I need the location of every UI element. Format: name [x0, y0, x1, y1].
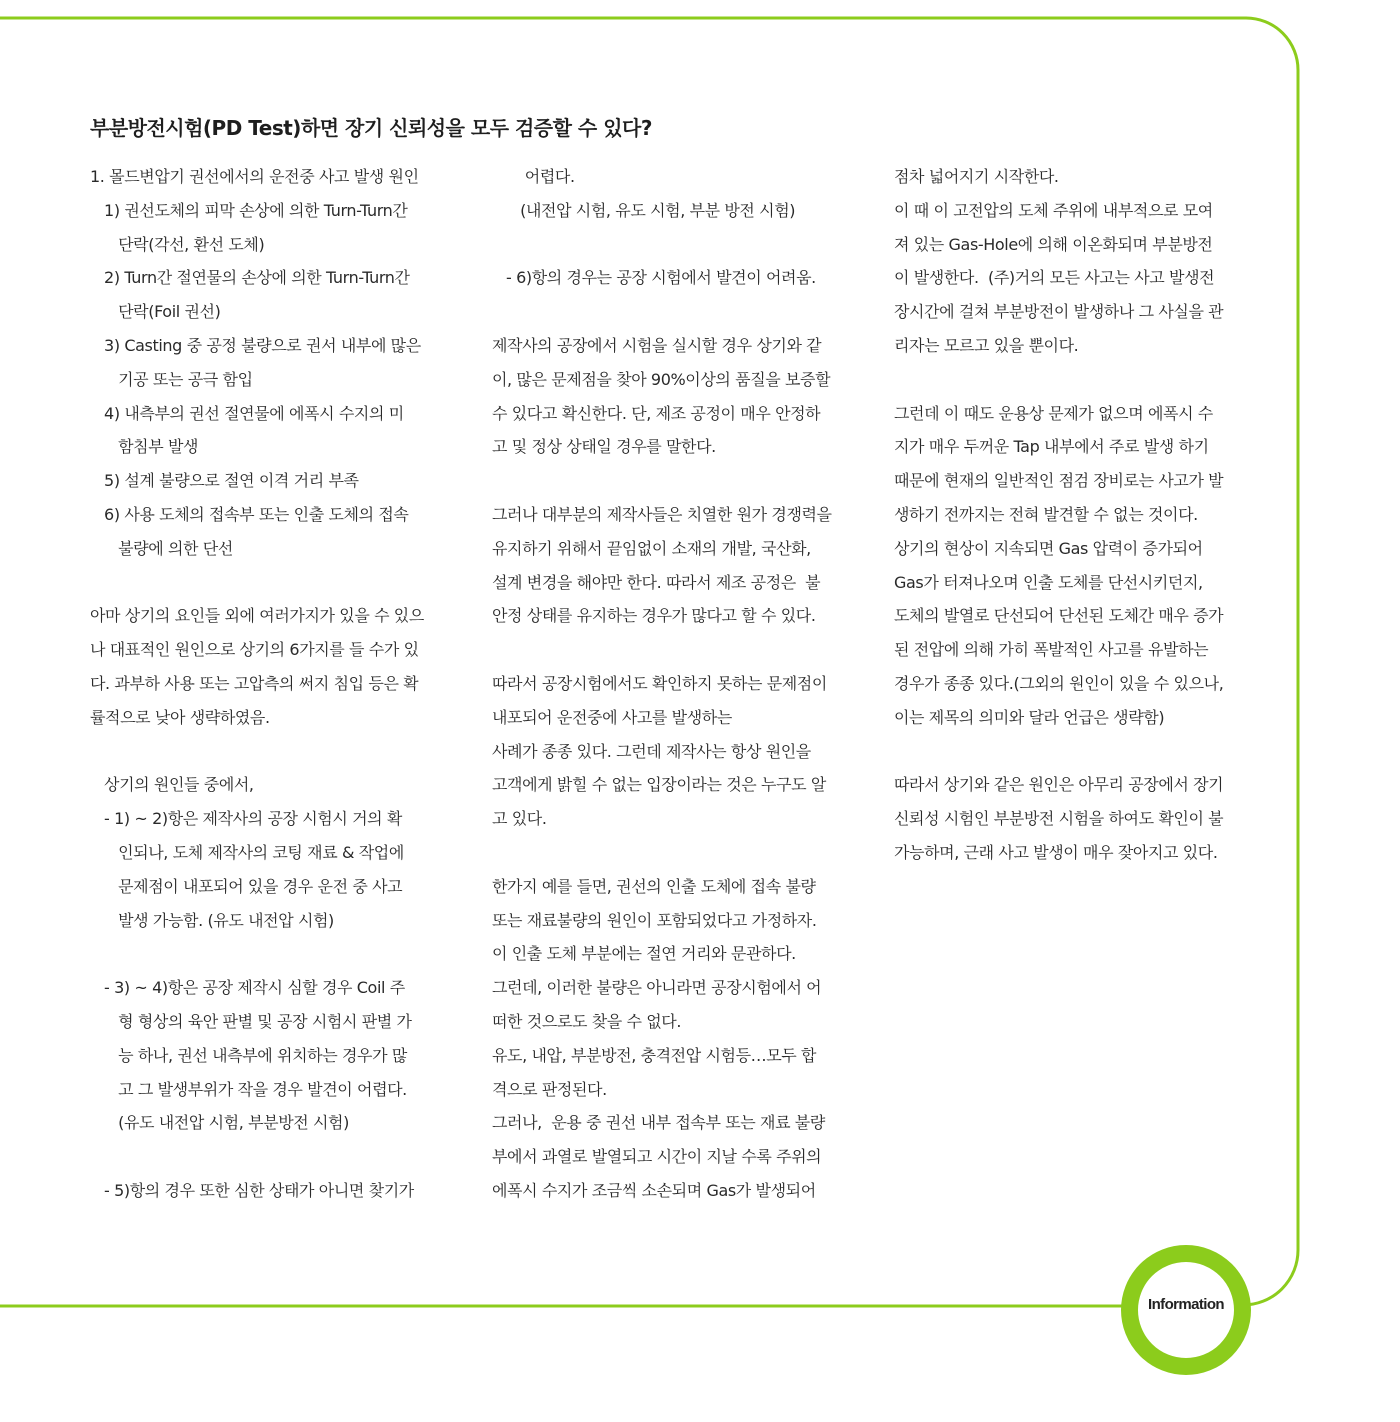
text-line: 에폭시 수지가 조금씩 소손되며 Gas가 발생되어 — [492, 1180, 816, 1200]
text-line: 기공 또는 공극 함입 — [90, 369, 253, 389]
text-line: 5) 설계 불량으로 절연 이격 거리 부족 — [90, 471, 359, 491]
text-line: 떠한 것으로도 찾을 수 없다. — [492, 1011, 682, 1031]
text-line: 함침부 발생 — [90, 437, 199, 457]
text-line: 때문에 현재의 일반적인 점검 장비로는 사고가 발 — [894, 471, 1224, 491]
text-line: 유지하기 위해서 끝임없이 소재의 개발, 국산화, — [492, 538, 811, 558]
text-line: 4) 내측부의 권선 절연물에 에폭시 수지의 미 — [90, 403, 404, 423]
text-line: 불량에 의한 단선 — [90, 538, 233, 558]
text-line — [90, 1140, 466, 1174]
text-line: - 3) ~ 4)항은 공장 제작시 심할 경우 Coil 주 — [90, 978, 405, 998]
text-line: 설계 변경을 해야만 한다. 따라서 제조 공정은 불 — [492, 572, 821, 592]
text-line: 6) 사용 도체의 접속부 또는 인출 도체의 접속 — [90, 504, 409, 524]
text-line: - 1) ~ 2)항은 제작사의 공장 시험시 거의 확 — [90, 809, 402, 829]
text-line: 또는 재료불량의 원인이 포함되었다고 가정하자. — [492, 910, 817, 930]
information-badge-label: Information — [1148, 1296, 1224, 1313]
text-line: 생하기 전까지는 전혀 발견할 수 없는 것이다. — [894, 504, 1198, 524]
text-line — [492, 633, 870, 667]
text-line: 그런데, 이러한 불량은 아니라면 공장시험에서 어 — [492, 978, 822, 998]
text-line: 이 발생한다. (주)거의 모든 사고는 사고 발생전 — [894, 268, 1215, 288]
text-line: 따라서 상기와 같은 원인은 아무리 공장에서 장기 — [894, 775, 1224, 795]
text-line: 제작사의 공장에서 시험을 실시할 경우 상기와 같 — [492, 335, 822, 355]
text-line — [492, 295, 870, 329]
text-line — [90, 735, 466, 769]
text-line: - 5)항의 경우 또한 심한 상태가 아니면 찾기가 — [90, 1180, 414, 1200]
text-line: 률적으로 낮아 생략하였음. — [90, 707, 270, 727]
text-line: 도체의 발열로 단선되어 단선된 도체간 매우 증가 — [894, 606, 1224, 626]
page-title: 부분방전시험(PD Test)하면 장기 신뢰성을 모두 검증할 수 있다? — [90, 116, 652, 140]
text-line: 다. 과부하 사용 또는 고압측의 써지 침입 등은 확 — [90, 673, 419, 693]
text-line: 내포되어 운전중에 사고를 발생하는 — [492, 707, 732, 727]
text-line: 상기의 원인들 중에서, — [90, 775, 254, 795]
text-line: 고 있다. — [492, 809, 547, 829]
text-line: 된 전압에 의해 가히 폭발적인 사고를 유발하는 — [894, 640, 1209, 660]
text-line: 져 있는 Gas-Hole에 의해 이온화되며 부분방전 — [894, 234, 1213, 254]
text-line: 경우가 종종 있다.(그외의 원인이 있을 수 있으나, — [894, 673, 1224, 693]
text-line: 그런데 이 때도 운용상 문제가 없으며 에폭시 수 — [894, 403, 1213, 423]
text-line: 형 형상의 육안 판별 및 공장 시험시 판별 가 — [90, 1011, 412, 1031]
text-line — [492, 836, 870, 870]
text-line: 어렵다. — [492, 167, 575, 186]
text-line: 2) Turn간 절연물의 손상에 의한 Turn-Turn간 — [90, 268, 410, 288]
text-line: 1) 권선도체의 피막 손상에 의한 Turn-Turn간 — [90, 200, 408, 220]
text-line: 상기의 현상이 지속되면 Gas 압력이 증가되어 — [894, 538, 1203, 558]
text-line: 안정 상태를 유지하는 경우가 많다고 할 수 있다. — [492, 606, 816, 626]
text-line: 발생 가능함. (유도 내전압 시험) — [90, 910, 334, 930]
text-line: 유도, 내압, 부분방전, 충격전압 시험등…모두 합 — [492, 1045, 817, 1065]
text-line: 인되나, 도체 제작사의 코팅 재료 & 작업에 — [90, 842, 404, 862]
text-line: 장시간에 걸쳐 부분방전이 발생하나 그 사실을 관 — [894, 302, 1224, 322]
text-line: - 6)항의 경우는 공장 시험에서 발견이 어려움. — [492, 268, 816, 288]
text-line: 따라서 공장시험에서도 확인하지 못하는 문제점이 — [492, 673, 827, 693]
text-line: 이 인출 도체 부분에는 절연 거리와 문관하다. — [492, 944, 796, 964]
text-line: 이 때 이 고전압의 도체 주위에 내부적으로 모여 — [894, 200, 1213, 220]
text-line: Gas가 터져나오며 인출 도체를 단선시키던지, — [894, 572, 1203, 592]
text-line: 신뢰성 시험인 부분방전 시험을 하여도 확인이 불 — [894, 809, 1224, 829]
text-column-1 — [90, 160, 466, 1208]
text-line: 수 있다고 확신한다. 단, 제조 공정이 매우 안정하 — [492, 403, 821, 423]
text-line — [90, 566, 466, 600]
text-line — [492, 464, 870, 498]
text-line: 아마 상기의 요인들 외에 여러가지가 있을 수 있으 — [90, 606, 424, 626]
text-line: 가능하며, 근래 사고 발생이 매우 잦아지고 있다. — [894, 842, 1218, 862]
text-line: 점차 넓어지기 시작한다. — [894, 167, 1059, 186]
text-line: (내전압 시험, 유도 시험, 부분 방전 시험) — [492, 200, 796, 220]
text-line: 단락(Foil 권선) — [90, 302, 221, 322]
text-line: 고 및 정상 상태일 경우를 말한다. — [492, 437, 716, 457]
text-line — [894, 363, 1266, 397]
text-line: 나 대표적인 원인으로 상기의 6가지를 들 수가 있 — [90, 640, 419, 660]
text-line: 1. 몰드변압기 권선에서의 운전중 사고 발생 원인 — [90, 167, 419, 186]
text-line: 부에서 과열로 발열되고 시간이 지날 수록 주위의 — [492, 1147, 822, 1167]
text-line: 3) Casting 중 공정 불량으로 권서 내부에 많은 — [90, 335, 421, 355]
text-line: 한가지 예를 들면, 권선의 인출 도체에 접속 불량 — [492, 876, 816, 896]
text-line: 리자는 모르고 있을 뿐이다. — [894, 335, 1079, 355]
text-column-3 — [894, 160, 1266, 870]
text-line: 고객에게 밝힐 수 없는 입장이라는 것은 누구도 알 — [492, 775, 826, 795]
text-line: (유도 내전압 시험, 부분방전 시험) — [90, 1113, 349, 1133]
text-line: 이는 제목의 의미와 달라 언급은 생략함) — [894, 707, 1165, 727]
text-line — [90, 937, 466, 971]
text-line: 문제점이 내포되어 있을 경우 운전 중 사고 — [90, 876, 403, 896]
text-line: 사례가 종종 있다. 그런데 제작사는 항상 원인을 — [492, 741, 811, 761]
text-line: 이, 많은 문제점을 찾아 90%이상의 품질을 보증할 — [492, 369, 831, 389]
text-line: 지가 매우 두꺼운 Tap 내부에서 주로 발생 하기 — [894, 437, 1209, 457]
frame-border-bottom — [1243, 1220, 1298, 1305]
text-line — [492, 228, 870, 262]
text-line: 단락(각선, 환선 도체) — [90, 234, 265, 254]
text-line: 그러나 대부분의 제작사들은 치열한 원가 경쟁력을 — [492, 504, 832, 524]
text-line — [894, 735, 1266, 769]
text-line: 격으로 판정된다. — [492, 1079, 607, 1099]
text-line: 능 하나, 권선 내측부에 위치하는 경우가 많 — [90, 1045, 407, 1065]
text-line: 고 그 발생부위가 작을 경우 발견이 어렵다. — [90, 1079, 407, 1099]
text-column-2 — [492, 160, 870, 1208]
text-line: 그러나, 운용 중 권선 내부 접속부 또는 재료 불량 — [492, 1113, 825, 1133]
